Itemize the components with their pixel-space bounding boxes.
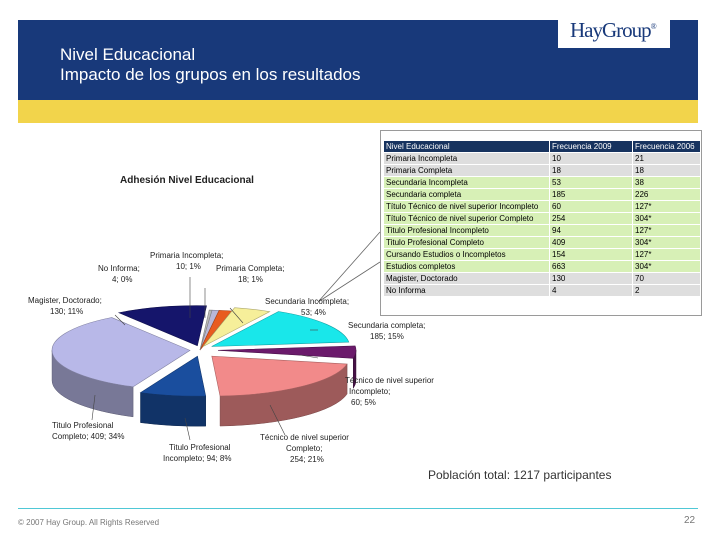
table-cell: Titulo Profesional Completo [384,237,550,249]
slice-label-line: 53; 4% [301,308,326,317]
slice-label-line: 18; 1% [238,275,263,284]
slice-label-line: Técnico de nivel superior [345,376,434,385]
logo-text: HayGroup [570,18,651,42]
copyright: © 2007 Hay Group. All Rights Reserved [18,518,160,527]
page-title-line2: Impacto de los grupos en los resultados [60,65,361,84]
table-cell: Secundaria completa [384,189,550,201]
slice-label [345,375,434,408]
table-cell: 154 [550,249,633,261]
slice-label-line: 4; 0% [112,275,133,284]
table-cell: Cursando Estudios o Incompletos [384,249,550,261]
table-cell: 53 [550,177,633,189]
table-cell: 130 [550,273,633,285]
slice-label-line: Titulo Profesional [169,443,231,452]
table-cell: Estudios completos [384,261,550,273]
slice-label [98,263,140,285]
table-cell: 21 [633,153,701,165]
table-cell: 18 [633,165,701,177]
slice-label [28,295,102,317]
table-cell: 60 [550,201,633,213]
slice-label [150,250,223,272]
table-cell: 409 [550,237,633,249]
table-cell: No Informa [384,285,550,297]
slice-label-line: 254; 21% [290,455,324,464]
table-cell: 185 [550,189,633,201]
table-cell: Título Técnico de nivel superior Completo [384,213,550,225]
slice-label-line: Secundaria completa; [348,321,426,330]
header-cell: Frecuencia 2009 [550,141,633,153]
page-number: 22 [684,515,696,526]
total-population: Población total: 1217 participantes [428,468,612,482]
slice-label [216,263,284,285]
slice-label [163,442,231,464]
table-cell: 127* [633,225,701,237]
table-cell: 18 [550,165,633,177]
table-cell: 663 [550,261,633,273]
pie-slice-side [141,393,206,427]
table-cell: 70 [633,273,701,285]
table-cell: 38 [633,177,701,189]
table-cell: 4 [550,285,633,297]
table-cell: 304* [633,237,701,249]
footer-divider [18,508,698,509]
table-cell: 226 [633,189,701,201]
slice-label-line: Técnico de nivel superior [260,433,349,442]
slice-label-line: Incompleto; [349,387,391,396]
table-cell: Magister, Doctorado [384,273,550,285]
slice-label [260,432,349,465]
slice-label-line: Primaria Incompleta; [150,251,224,260]
table-cell: 2 [633,285,701,297]
slice-label-line: Completo; [286,444,323,453]
slice-label [265,296,349,318]
table-cell: Titulo Profesional Incompleto [384,225,550,237]
slice-label-line: 10; 1% [176,262,201,271]
slice-label-line: Completo; 409; 34% [52,432,125,441]
callout-line [318,232,380,302]
table-cell: 127* [633,201,701,213]
slice-label-line: Magister, Doctorado; [28,296,102,305]
slice-label-line: No Informa; [98,264,140,273]
chart-title: Adhesión Nivel Educacional [120,175,254,186]
table-cell: 304* [633,213,701,225]
slice-label-line: 130; 11% [50,307,84,316]
table-cell: Primaria Incompleta [384,153,550,165]
slice-label-line: Incompleto; 94; 8% [163,454,232,463]
slice-label [52,420,125,442]
table-cell: 127* [633,249,701,261]
table-cell: 304* [633,261,701,273]
table-cell: Primaria Completa [384,165,550,177]
slice-label-line: 60; 5% [351,398,376,407]
pie-slice [218,346,356,358]
header-cell: Nivel Educacional [384,141,550,153]
slice-label-line: Primaria Completa; [216,264,285,273]
slice-label [348,320,425,342]
table-cell: 94 [550,225,633,237]
header-cell: Frecuencia 2006 [633,141,701,153]
table-cell: Título Técnico de nivel superior Incompleto [384,201,550,213]
logo-mark: ® [650,22,656,31]
table-cell: Secundaria Incompleta [384,177,550,189]
slice-label-line: Titulo Profesional [52,421,114,430]
page-title-line1: Nivel Educacional [60,45,196,64]
slice-label-line: Secundaria Incompleta; [265,297,350,306]
table-cell: 10 [550,153,633,165]
slice-label-line: 185; 15% [370,332,404,341]
table-cell: 254 [550,213,633,225]
